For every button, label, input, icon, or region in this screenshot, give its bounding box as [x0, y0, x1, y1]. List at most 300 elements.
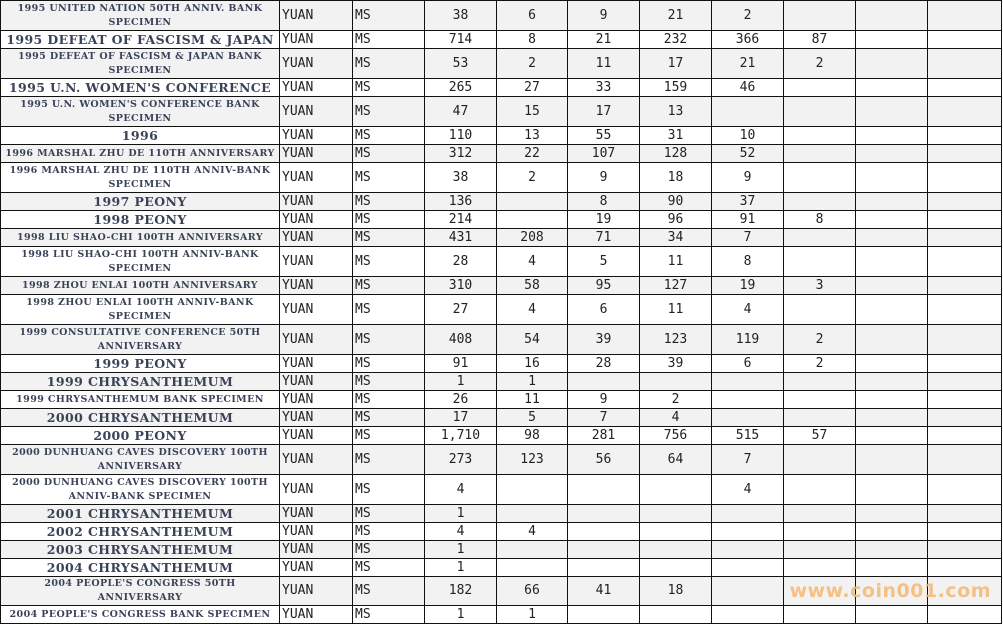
grade-count-cell	[928, 97, 1002, 127]
table-row	[1, 541, 1002, 559]
grade-cell: MS	[353, 127, 425, 145]
grade-count-cell: 7	[712, 445, 784, 475]
grade-count-cell	[784, 145, 856, 163]
grade-count-cell	[928, 31, 1002, 49]
grade-count-cell	[640, 559, 712, 577]
grade-count-cell	[640, 373, 712, 391]
grade-count-cell	[568, 505, 640, 523]
grade-count-cell	[497, 505, 568, 523]
unit-cell: YUAN	[280, 31, 353, 49]
grade-cell: MS	[353, 31, 425, 49]
grade-count-cell: 10	[712, 127, 784, 145]
unit-cell: YUAN	[280, 391, 353, 409]
table-row	[1, 97, 1002, 127]
grade-count-cell: 2	[640, 391, 712, 409]
coin-name-cell: 1999 CHRYSANTHEMUM	[1, 373, 280, 391]
grade-count-cell: 2	[784, 325, 856, 355]
grade-count-cell	[856, 541, 928, 559]
grade-count-cell	[640, 475, 712, 505]
total-count-cell: 312	[425, 145, 497, 163]
grade-cell: MS	[353, 145, 425, 163]
table-row	[1, 193, 1002, 211]
total-count-cell: 4	[425, 523, 497, 541]
grade-count-cell: 4	[712, 295, 784, 325]
grade-count-cell	[784, 127, 856, 145]
coin-name-cell: 2000 PEONY	[1, 427, 280, 445]
grade-count-cell	[712, 541, 784, 559]
table-row	[1, 277, 1002, 295]
grade-count-cell: 127	[640, 277, 712, 295]
grade-count-cell: 232	[640, 31, 712, 49]
grade-count-cell: 52	[712, 145, 784, 163]
grade-cell: MS	[353, 79, 425, 97]
grade-count-cell	[928, 355, 1002, 373]
grade-count-cell: 281	[568, 427, 640, 445]
grade-count-cell	[856, 373, 928, 391]
grade-count-cell	[712, 606, 784, 624]
grade-count-cell: 71	[568, 229, 640, 247]
grade-cell: MS	[353, 427, 425, 445]
grade-count-cell	[784, 606, 856, 624]
grade-count-cell	[497, 211, 568, 229]
grade-cell: MS	[353, 49, 425, 79]
coin-name-cell: 1999 PEONY	[1, 355, 280, 373]
grade-count-cell: 15	[497, 97, 568, 127]
grade-count-cell	[856, 163, 928, 193]
grade-count-cell	[856, 505, 928, 523]
coin-name-cell: 2001 CHRYSANTHEMUM	[1, 505, 280, 523]
grade-count-cell	[784, 373, 856, 391]
grade-count-cell: 2	[712, 1, 784, 31]
grade-count-cell	[784, 577, 856, 606]
total-count-cell: 408	[425, 325, 497, 355]
table-row	[1, 31, 1002, 49]
total-count-cell: 4	[425, 475, 497, 505]
unit-cell: YUAN	[280, 127, 353, 145]
grade-count-cell: 18	[640, 163, 712, 193]
unit-cell: YUAN	[280, 325, 353, 355]
grade-count-cell	[928, 49, 1002, 79]
grade-count-cell	[928, 247, 1002, 277]
grade-count-cell	[712, 577, 784, 606]
grade-count-cell: 208	[497, 229, 568, 247]
grade-count-cell: 66	[497, 577, 568, 606]
grade-cell: MS	[353, 1, 425, 31]
table-row	[1, 79, 1002, 97]
unit-cell: YUAN	[280, 541, 353, 559]
total-count-cell: 28	[425, 247, 497, 277]
grade-count-cell	[856, 145, 928, 163]
grade-count-cell: 28	[568, 355, 640, 373]
grade-count-cell: 13	[497, 127, 568, 145]
grade-count-cell	[856, 427, 928, 445]
unit-cell: YUAN	[280, 606, 353, 624]
grade-count-cell	[784, 409, 856, 427]
grade-count-cell	[784, 295, 856, 325]
coin-name-cell: 1995 UNITED NATION 50TH ANNIV. BANK SPECIMEN	[1, 1, 280, 31]
grade-count-cell	[928, 163, 1002, 193]
grade-count-cell	[928, 1, 1002, 31]
grade-count-cell: 2	[784, 49, 856, 79]
grade-count-cell	[928, 505, 1002, 523]
unit-cell: YUAN	[280, 445, 353, 475]
grade-count-cell	[856, 97, 928, 127]
coin-name-cell: 1999 CONSULTATIVE CONFERENCE 50TH ANNIVERSARY	[1, 325, 280, 355]
coin-name-cell: 1995 U.N. WOMEN'S CONFERENCE BANK SPECIMEN	[1, 97, 280, 127]
grade-count-cell: 1	[497, 606, 568, 624]
grade-cell: MS	[353, 523, 425, 541]
grade-count-cell: 6	[712, 355, 784, 373]
grade-cell: MS	[353, 277, 425, 295]
grade-count-cell: 27	[497, 79, 568, 97]
total-count-cell: 38	[425, 163, 497, 193]
grade-count-cell: 366	[712, 31, 784, 49]
grade-count-cell	[784, 1, 856, 31]
grade-count-cell	[928, 391, 1002, 409]
grade-cell: MS	[353, 211, 425, 229]
grade-count-cell: 57	[784, 427, 856, 445]
grade-count-cell	[568, 475, 640, 505]
total-count-cell: 265	[425, 79, 497, 97]
unit-cell: YUAN	[280, 505, 353, 523]
grade-count-cell: 39	[568, 325, 640, 355]
grade-count-cell	[784, 445, 856, 475]
coin-name-cell: 1998 LIU SHAO-CHI 100TH ANNIVERSARY	[1, 229, 280, 247]
grade-count-cell	[712, 391, 784, 409]
total-count-cell: 182	[425, 577, 497, 606]
grade-count-cell: 34	[640, 229, 712, 247]
grade-count-cell	[856, 606, 928, 624]
grade-count-cell: 2	[784, 355, 856, 373]
table-row	[1, 475, 1002, 505]
grade-count-cell: 55	[568, 127, 640, 145]
table-row	[1, 505, 1002, 523]
grade-count-cell: 123	[497, 445, 568, 475]
unit-cell: YUAN	[280, 475, 353, 505]
coin-name-cell: 2000 DUNHUANG CAVES DISCOVERY 100TH ANNIV-BANK SPECIMEN	[1, 475, 280, 505]
grade-count-cell	[928, 277, 1002, 295]
grade-count-cell	[568, 523, 640, 541]
grade-count-cell: 19	[568, 211, 640, 229]
coin-name-cell: 2003 CHRYSANTHEMUM	[1, 541, 280, 559]
grade-count-cell: 756	[640, 427, 712, 445]
total-count-cell: 431	[425, 229, 497, 247]
table-row	[1, 409, 1002, 427]
grade-count-cell: 1	[497, 373, 568, 391]
table-row	[1, 295, 1002, 325]
grade-count-cell	[497, 559, 568, 577]
grade-count-cell: 515	[712, 427, 784, 445]
grade-count-cell: 87	[784, 31, 856, 49]
table-row	[1, 445, 1002, 475]
grade-count-cell	[497, 193, 568, 211]
coin-name-cell: 1998 LIU SHAO-CHI 100TH ANNIV-BANK SPECIMEN	[1, 247, 280, 277]
grade-count-cell: 123	[640, 325, 712, 355]
grade-count-cell	[856, 247, 928, 277]
grade-cell: MS	[353, 229, 425, 247]
grade-count-cell	[856, 475, 928, 505]
unit-cell: YUAN	[280, 229, 353, 247]
grade-count-cell	[928, 373, 1002, 391]
grade-count-cell: 159	[640, 79, 712, 97]
total-count-cell: 714	[425, 31, 497, 49]
grade-count-cell: 7	[568, 409, 640, 427]
grade-cell: MS	[353, 445, 425, 475]
grade-count-cell: 9	[568, 1, 640, 31]
grade-count-cell: 8	[568, 193, 640, 211]
grade-count-cell	[856, 127, 928, 145]
grade-cell: MS	[353, 541, 425, 559]
grade-count-cell	[784, 79, 856, 97]
unit-cell: YUAN	[280, 277, 353, 295]
grade-cell: MS	[353, 475, 425, 505]
grade-count-cell: 56	[568, 445, 640, 475]
grade-count-cell	[784, 475, 856, 505]
grade-count-cell	[928, 295, 1002, 325]
grade-cell: MS	[353, 325, 425, 355]
total-count-cell: 110	[425, 127, 497, 145]
unit-cell: YUAN	[280, 373, 353, 391]
unit-cell: YUAN	[280, 49, 353, 79]
unit-cell: YUAN	[280, 523, 353, 541]
unit-cell: YUAN	[280, 577, 353, 606]
table-row	[1, 577, 1002, 606]
coin-name-cell: 1998 ZHOU ENLAI 100TH ANNIV-BANK SPECIMEN	[1, 295, 280, 325]
unit-cell: YUAN	[280, 355, 353, 373]
grade-count-cell	[856, 1, 928, 31]
grade-count-cell	[712, 559, 784, 577]
coin-name-cell: 1995 DEFEAT OF FASCISM & JAPAN	[1, 31, 280, 49]
grade-count-cell	[856, 355, 928, 373]
grade-count-cell	[784, 541, 856, 559]
grade-count-cell	[784, 505, 856, 523]
grade-count-cell: 9	[712, 163, 784, 193]
grade-count-cell	[784, 163, 856, 193]
grade-count-cell: 64	[640, 445, 712, 475]
total-count-cell: 1	[425, 505, 497, 523]
grade-count-cell: 96	[640, 211, 712, 229]
unit-cell: YUAN	[280, 295, 353, 325]
grade-count-cell	[640, 541, 712, 559]
grade-cell: MS	[353, 373, 425, 391]
grade-cell: MS	[353, 97, 425, 127]
coin-name-cell: 2000 CHRYSANTHEMUM	[1, 409, 280, 427]
table-row	[1, 355, 1002, 373]
table-row	[1, 49, 1002, 79]
grade-count-cell: 37	[712, 193, 784, 211]
table-row	[1, 145, 1002, 163]
coin-name-cell: 2004 PEOPLE'S CONGRESS 50TH ANNIVERSARY	[1, 577, 280, 606]
grade-count-cell	[856, 49, 928, 79]
table-row	[1, 127, 1002, 145]
grade-count-cell	[928, 211, 1002, 229]
coin-name-cell: 1996 MARSHAL ZHU DE 110TH ANNIVERSARY	[1, 145, 280, 163]
total-count-cell: 1	[425, 373, 497, 391]
coin-name-cell: 1997 PEONY	[1, 193, 280, 211]
grade-count-cell: 58	[497, 277, 568, 295]
coin-name-cell: 2004 PEOPLE'S CONGRESS BANK SPECIMEN	[1, 606, 280, 624]
total-count-cell: 136	[425, 193, 497, 211]
grade-count-cell	[928, 79, 1002, 97]
grade-count-cell: 46	[712, 79, 784, 97]
grade-count-cell	[784, 523, 856, 541]
grade-count-cell: 6	[568, 295, 640, 325]
grade-count-cell	[928, 541, 1002, 559]
grade-count-cell	[928, 193, 1002, 211]
unit-cell: YUAN	[280, 145, 353, 163]
grade-count-cell	[568, 541, 640, 559]
grade-count-cell: 4	[640, 409, 712, 427]
unit-cell: YUAN	[280, 247, 353, 277]
grade-count-cell: 6	[497, 1, 568, 31]
grade-count-cell	[784, 391, 856, 409]
grade-count-cell	[856, 277, 928, 295]
grade-cell: MS	[353, 355, 425, 373]
total-count-cell: 53	[425, 49, 497, 79]
grade-count-cell: 8	[497, 31, 568, 49]
total-count-cell: 26	[425, 391, 497, 409]
grade-count-cell	[497, 541, 568, 559]
grade-cell: MS	[353, 295, 425, 325]
grade-count-cell: 8	[712, 247, 784, 277]
grade-count-cell	[856, 31, 928, 49]
table-row	[1, 391, 1002, 409]
unit-cell: YUAN	[280, 163, 353, 193]
grade-count-cell: 9	[568, 391, 640, 409]
table-body	[1, 1, 1002, 624]
grade-count-cell	[640, 606, 712, 624]
grade-count-cell: 11	[497, 391, 568, 409]
watermark: www.coin001.com	[789, 580, 991, 602]
grade-count-cell: 7	[712, 229, 784, 247]
grade-count-cell	[784, 193, 856, 211]
table-row	[1, 427, 1002, 445]
grade-count-cell: 4	[712, 475, 784, 505]
grade-count-cell: 119	[712, 325, 784, 355]
grade-count-cell: 54	[497, 325, 568, 355]
grade-count-cell	[928, 145, 1002, 163]
grade-count-cell	[928, 325, 1002, 355]
table-row	[1, 247, 1002, 277]
coin-name-cell: 1996	[1, 127, 280, 145]
grade-count-cell	[928, 427, 1002, 445]
grade-count-cell: 2	[497, 49, 568, 79]
grade-count-cell	[856, 523, 928, 541]
unit-cell: YUAN	[280, 211, 353, 229]
table-row	[1, 606, 1002, 624]
grade-count-cell	[712, 523, 784, 541]
grade-count-cell: 4	[497, 295, 568, 325]
grade-cell: MS	[353, 247, 425, 277]
unit-cell: YUAN	[280, 559, 353, 577]
grade-count-cell: 22	[497, 145, 568, 163]
grade-cell: MS	[353, 391, 425, 409]
total-count-cell: 17	[425, 409, 497, 427]
grade-count-cell: 18	[640, 577, 712, 606]
table-row	[1, 229, 1002, 247]
total-count-cell: 38	[425, 1, 497, 31]
total-count-cell: 310	[425, 277, 497, 295]
unit-cell: YUAN	[280, 1, 353, 31]
grade-count-cell	[784, 97, 856, 127]
coin-name-cell: 1995 DEFEAT OF FASCISM & JAPAN BANK SPECIMEN	[1, 49, 280, 79]
coin-name-cell: 1998 ZHOU ENLAI 100TH ANNIVERSARY	[1, 277, 280, 295]
grade-cell: MS	[353, 559, 425, 577]
grade-count-cell: 21	[712, 49, 784, 79]
coin-name-cell: 2004 CHRYSANTHEMUM	[1, 559, 280, 577]
grade-count-cell	[928, 229, 1002, 247]
total-count-cell: 214	[425, 211, 497, 229]
total-count-cell: 27	[425, 295, 497, 325]
grade-count-cell	[928, 523, 1002, 541]
grade-count-cell: 11	[568, 49, 640, 79]
grade-count-cell: 3	[784, 277, 856, 295]
grade-cell: MS	[353, 193, 425, 211]
grade-count-cell: 16	[497, 355, 568, 373]
unit-cell: YUAN	[280, 193, 353, 211]
total-count-cell: 273	[425, 445, 497, 475]
grade-count-cell: 91	[712, 211, 784, 229]
grade-cell: MS	[353, 606, 425, 624]
grade-count-cell: 9	[568, 163, 640, 193]
grade-count-cell: 11	[640, 295, 712, 325]
grade-count-cell	[640, 523, 712, 541]
grade-count-cell	[928, 577, 1002, 606]
grade-count-cell: 8	[784, 211, 856, 229]
grade-count-cell	[856, 445, 928, 475]
grade-count-cell: 17	[640, 49, 712, 79]
grade-count-cell	[856, 193, 928, 211]
grade-count-cell	[712, 505, 784, 523]
coin-name-cell: 2000 DUNHUANG CAVES DISCOVERY 100TH ANNIVERSARY	[1, 445, 280, 475]
grade-count-cell	[856, 79, 928, 97]
grade-count-cell	[856, 229, 928, 247]
grade-count-cell	[856, 559, 928, 577]
grade-count-cell	[856, 295, 928, 325]
grade-count-cell: 95	[568, 277, 640, 295]
grade-count-cell: 39	[640, 355, 712, 373]
table-row	[1, 211, 1002, 229]
grade-count-cell: 13	[640, 97, 712, 127]
table-row	[1, 163, 1002, 193]
total-count-cell: 91	[425, 355, 497, 373]
grade-count-cell	[928, 409, 1002, 427]
grade-count-cell: 128	[640, 145, 712, 163]
unit-cell: YUAN	[280, 79, 353, 97]
total-count-cell: 1	[425, 559, 497, 577]
grade-count-cell: 4	[497, 247, 568, 277]
grade-count-cell: 5	[497, 409, 568, 427]
unit-cell: YUAN	[280, 427, 353, 445]
total-count-cell: 1	[425, 541, 497, 559]
table-row	[1, 1, 1002, 31]
grade-count-cell	[568, 606, 640, 624]
grade-count-cell	[856, 211, 928, 229]
table-row	[1, 559, 1002, 577]
grade-count-cell	[784, 229, 856, 247]
grade-count-cell	[928, 445, 1002, 475]
grade-count-cell: 21	[568, 31, 640, 49]
grade-count-cell	[856, 409, 928, 427]
grade-count-cell: 17	[568, 97, 640, 127]
grade-count-cell	[784, 559, 856, 577]
coin-name-cell: 2002 CHRYSANTHEMUM	[1, 523, 280, 541]
grade-count-cell: 33	[568, 79, 640, 97]
grade-count-cell: 90	[640, 193, 712, 211]
grade-count-cell	[712, 373, 784, 391]
grade-count-cell: 21	[640, 1, 712, 31]
grade-count-cell: 19	[712, 277, 784, 295]
